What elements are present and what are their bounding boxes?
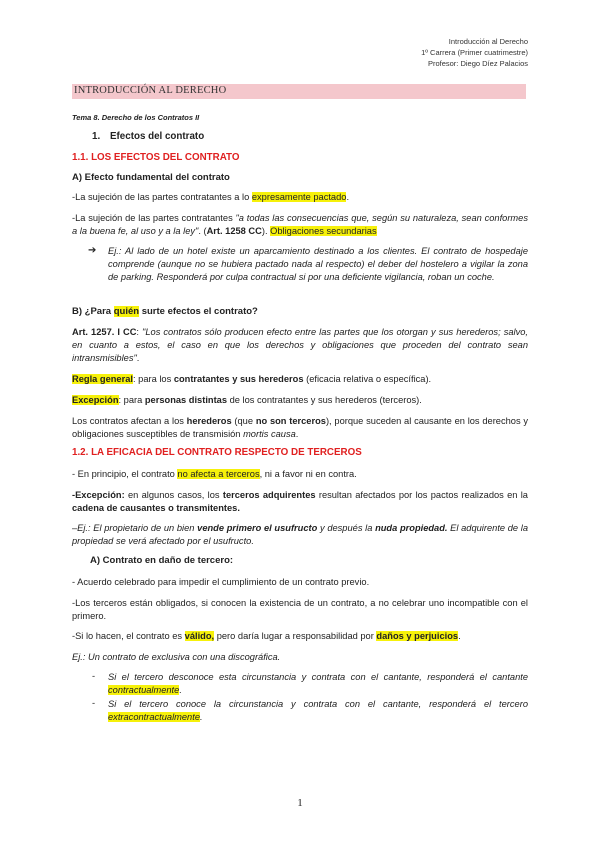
header-course: Introducción al Derecho [448, 37, 528, 46]
section-number: 1. [92, 131, 101, 142]
topic-label: Tema 8. Derecho de los Contratos II [72, 113, 200, 122]
regla-general: Regla general: para los contratantes y sus herederos (eficacia relativa o específica). [72, 374, 432, 384]
heading-a-efecto: A) Efecto fundamental del contrato [72, 172, 230, 183]
heading-1-1: 1.1. LOS EFECTOS DEL CONTRATO [72, 152, 240, 163]
paragraph-sujecion-2: -La sujeción de las partes contratantes "a todas las consecuencias que, según su naturaleza, sean conformes a la buena fe, al uso y a la ley". (Art. 1258 CC). Obligaciones secundarias [72, 213, 528, 236]
excepcion: Excepción: para personas distintas de los contratantes y sus herederos (terceros). [72, 395, 422, 405]
title-banner [72, 84, 526, 99]
page-number: 1 [297, 797, 303, 809]
header-professor: Profesor: Diego Díez Palacios [427, 59, 528, 68]
example-usufructo: –Ej.: El propietario de un bien vende primero el usufructo y después la nuda propiedad. El adquirente de la propiedad se verá afectado por el usufructo. [72, 523, 529, 546]
paragraph-sujecion-1: -La sujeción de las partes contratantes a lo expresamente pactado. [72, 192, 350, 202]
paragraph-terceros-obligados: -Los terceros están obligados, si conocen la existencia de un contrato, a no celebrar uno incompatible con el primero. [72, 598, 528, 621]
example-discografica: Ej.: Un contrato de exclusiva con una discográfica. [72, 652, 281, 662]
header-year: 1º Carrera (Primer cuatrimestre) [421, 48, 528, 57]
heading-contrato-dano: A) Contrato en daño de tercero: [90, 555, 234, 566]
section-title: Efectos del contrato [110, 131, 205, 142]
paragraph-excepcion-terceros: -Excepción: en algunos casos, los terceros adquirentes resultan afectados por los pactos realizados en la cadena de causantes o transmitentes. [72, 490, 528, 513]
bullet-dash: - [92, 671, 96, 681]
heading-b-quien: B) ¿Para quién surte efectos el contrato? [72, 306, 258, 317]
bullet-dash: - [92, 698, 96, 708]
paragraph-herederos: Los contratos afectan a los herederos (que no son terceros), porque suceden al causante en los derechos y obligaciones susceptibles de transmisión mortis causa. [72, 416, 529, 439]
bullet-desconoce: Si el tercero desconoce esta circunstancia y contrata con el cantante, responderá el cantante contractualmente. [108, 672, 528, 695]
bullet-conoce: Si el tercero conoce la circunstancia y contrata con el cantante, responderá el tercero extracontractualmente. [108, 699, 528, 722]
paragraph-si-lo-hacen: -Si lo hacen, el contrato es válido, pero daría lugar a responsabilidad por daños y perjuicios. [72, 631, 461, 641]
paragraph-acuerdo: - Acuerdo celebrado para impedir el cumplimiento de un contrato previo. [72, 577, 370, 587]
heading-1-2: 1.2. LA EFICACIA DEL CONTRATO RESPECTO DE TERCEROS [72, 447, 362, 458]
paragraph-principio: - En principio, el contrato no afecta a terceros, ni a favor ni en contra. [72, 469, 357, 479]
document-title: INTRODUCCIÓN AL DERECHO [74, 85, 227, 96]
example-hotel: Ej.: Al lado de un hotel existe un aparcamiento destinado a los clientes. El contrato de hospedaje comprende (aunque no se hubiera pactado nada al respecto) el deber del hostelero a vigilar la zona de parking. Responderá por culpa contractual si por una deficiente vigilancia, roban un coche. [108, 246, 528, 282]
arrow-icon: ➔ [88, 245, 97, 256]
article-1257: Art. 1257. I CC: "Los contratos sólo producen efecto entre las partes que los otorgan y sus herederos; salvo, en cuanto a estos, el caso en que los derechos y obligaciones que proceden del contrato sean intransmisibles". [72, 327, 528, 363]
